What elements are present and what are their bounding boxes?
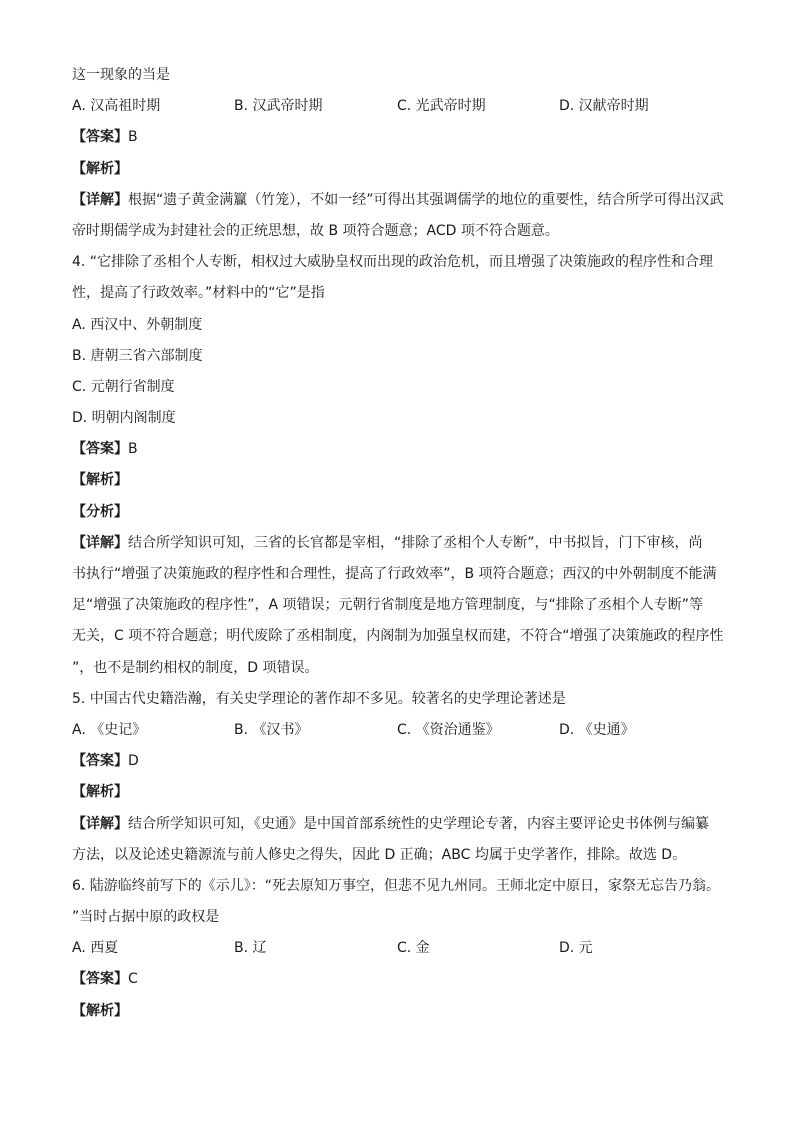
text-line: ”当时占据中原的政权是 xyxy=(72,909,220,926)
section-label: 【详解】 xyxy=(72,815,128,832)
text-line: C. 元朝行省制度 xyxy=(72,378,175,395)
line-text: D xyxy=(128,753,139,770)
labeled-line xyxy=(72,777,732,808)
option-item: B. 《汉书》 xyxy=(234,721,309,738)
labeled-line xyxy=(72,185,732,216)
text-line: 6. 陆游临终前写下的《示儿》：“死去原知万事空，但悲不见九州同。王师北定中原日，家祭无忘告乃翁。 xyxy=(72,877,721,894)
text-line: 这一现象的当是 xyxy=(72,67,170,83)
section-label: 【答案】 xyxy=(72,753,128,770)
text-line: 足“增强了决策施政的程序性”，A 项错误；元朝行省制度是地方管理制度，与“排除了丞相个人专断”等 xyxy=(72,597,704,614)
options-row xyxy=(72,933,732,964)
option-item: C. 《资治通鉴》 xyxy=(397,721,500,738)
labeled-line xyxy=(72,434,732,465)
document-page xyxy=(72,60,732,1027)
line-text: 根据“遗子黄金满籯（竹笼），不如一经”可得出其强调儒学的地位的重要性，结合所学可得出汉武 xyxy=(128,191,724,208)
text-line: 无关，C 项不符合题意；明代废除了丞相制度，内阁制为加强皇权而建，不符合“增强了决策施政的程序性 xyxy=(72,628,724,645)
labeled-line xyxy=(72,996,732,1027)
option-item: D. 汉献帝时期 xyxy=(559,98,649,115)
option-item: A. 西夏 xyxy=(72,940,119,957)
option-item: D. 《史通》 xyxy=(559,721,635,738)
text-line: 4. “它排除了丞相个人专断，相权过大威胁皇权而出现的政治危机，而且增强了决策施政的程序性和合理 xyxy=(72,254,714,271)
line-text: 结合所学知识可知，《史通》是中国首部系统性的史学理论专著，内容主要评论史书体例与编纂 xyxy=(128,815,709,832)
labeled-line xyxy=(72,746,732,777)
labeled-line xyxy=(72,809,732,840)
line-text: C xyxy=(128,971,138,988)
options-row xyxy=(72,91,732,122)
text-line: ”，也不是制约相权的制度，D 项错误。 xyxy=(72,659,319,676)
section-label: 【详解】 xyxy=(72,191,128,208)
labeled-line xyxy=(72,154,732,185)
text-line: 帝时期儒学成为封建社会的正统思想，故 B 项符合题意；ACD 项不符合题意。 xyxy=(72,222,559,239)
options-row xyxy=(72,715,732,746)
section-label: 【解析】 xyxy=(72,472,128,489)
text-line: 5. 中国古代史籍浩瀚，有关史学理论的著作却不多见。较著名的史学理论著述是 xyxy=(72,690,566,707)
labeled-line xyxy=(72,465,732,496)
text-line: B. 唐朝三省六部制度 xyxy=(72,347,203,364)
section-label: 【答案】 xyxy=(72,971,128,988)
section-label: 【答案】 xyxy=(72,441,128,458)
labeled-line xyxy=(72,528,732,559)
section-label: 【详解】 xyxy=(72,534,128,551)
option-item: C. 金 xyxy=(397,940,430,957)
section-label: 【解析】 xyxy=(72,1002,128,1019)
text-line: 书执行“增强了决策施政的程序性和合理性，提高了行政效率”，B 项符合题意；西汉的中外朝制度不能满 xyxy=(72,566,717,582)
text-line: D. 明朝内阁制度 xyxy=(72,410,176,427)
option-item: D. 元 xyxy=(559,940,593,957)
section-label: 【答案】 xyxy=(72,129,128,146)
labeled-line xyxy=(72,497,732,528)
option-item: C. 光武帝时期 xyxy=(397,98,486,115)
option-item: B. 汉武帝时期 xyxy=(234,98,323,115)
option-item: A. 汉高祖时期 xyxy=(72,98,161,115)
text-line: A. 西汉中、外朝制度 xyxy=(72,316,203,333)
section-label: 【解析】 xyxy=(72,784,128,801)
labeled-line xyxy=(72,122,732,153)
line-text: B xyxy=(128,441,138,458)
section-label: 【分析】 xyxy=(72,503,128,520)
labeled-line xyxy=(72,964,732,995)
line-text: B xyxy=(128,129,138,146)
option-item: B. 辽 xyxy=(234,940,267,957)
text-line: 性，提高了行政效率。”材料中的“它”是指 xyxy=(72,285,325,302)
section-label: 【解析】 xyxy=(72,160,128,177)
option-item: A. 《史记》 xyxy=(72,721,147,738)
line-text: 结合所学知识可知，三省的长官都是宰相，“排除了丞相个人专断”，中书拟旨，门下审核，尚 xyxy=(128,534,703,551)
text-line: 方法，以及论述史籍源流与前人修史之得失，因此 D 正确；ABC 均属于史学著作，排除。故选 D。 xyxy=(72,846,687,863)
